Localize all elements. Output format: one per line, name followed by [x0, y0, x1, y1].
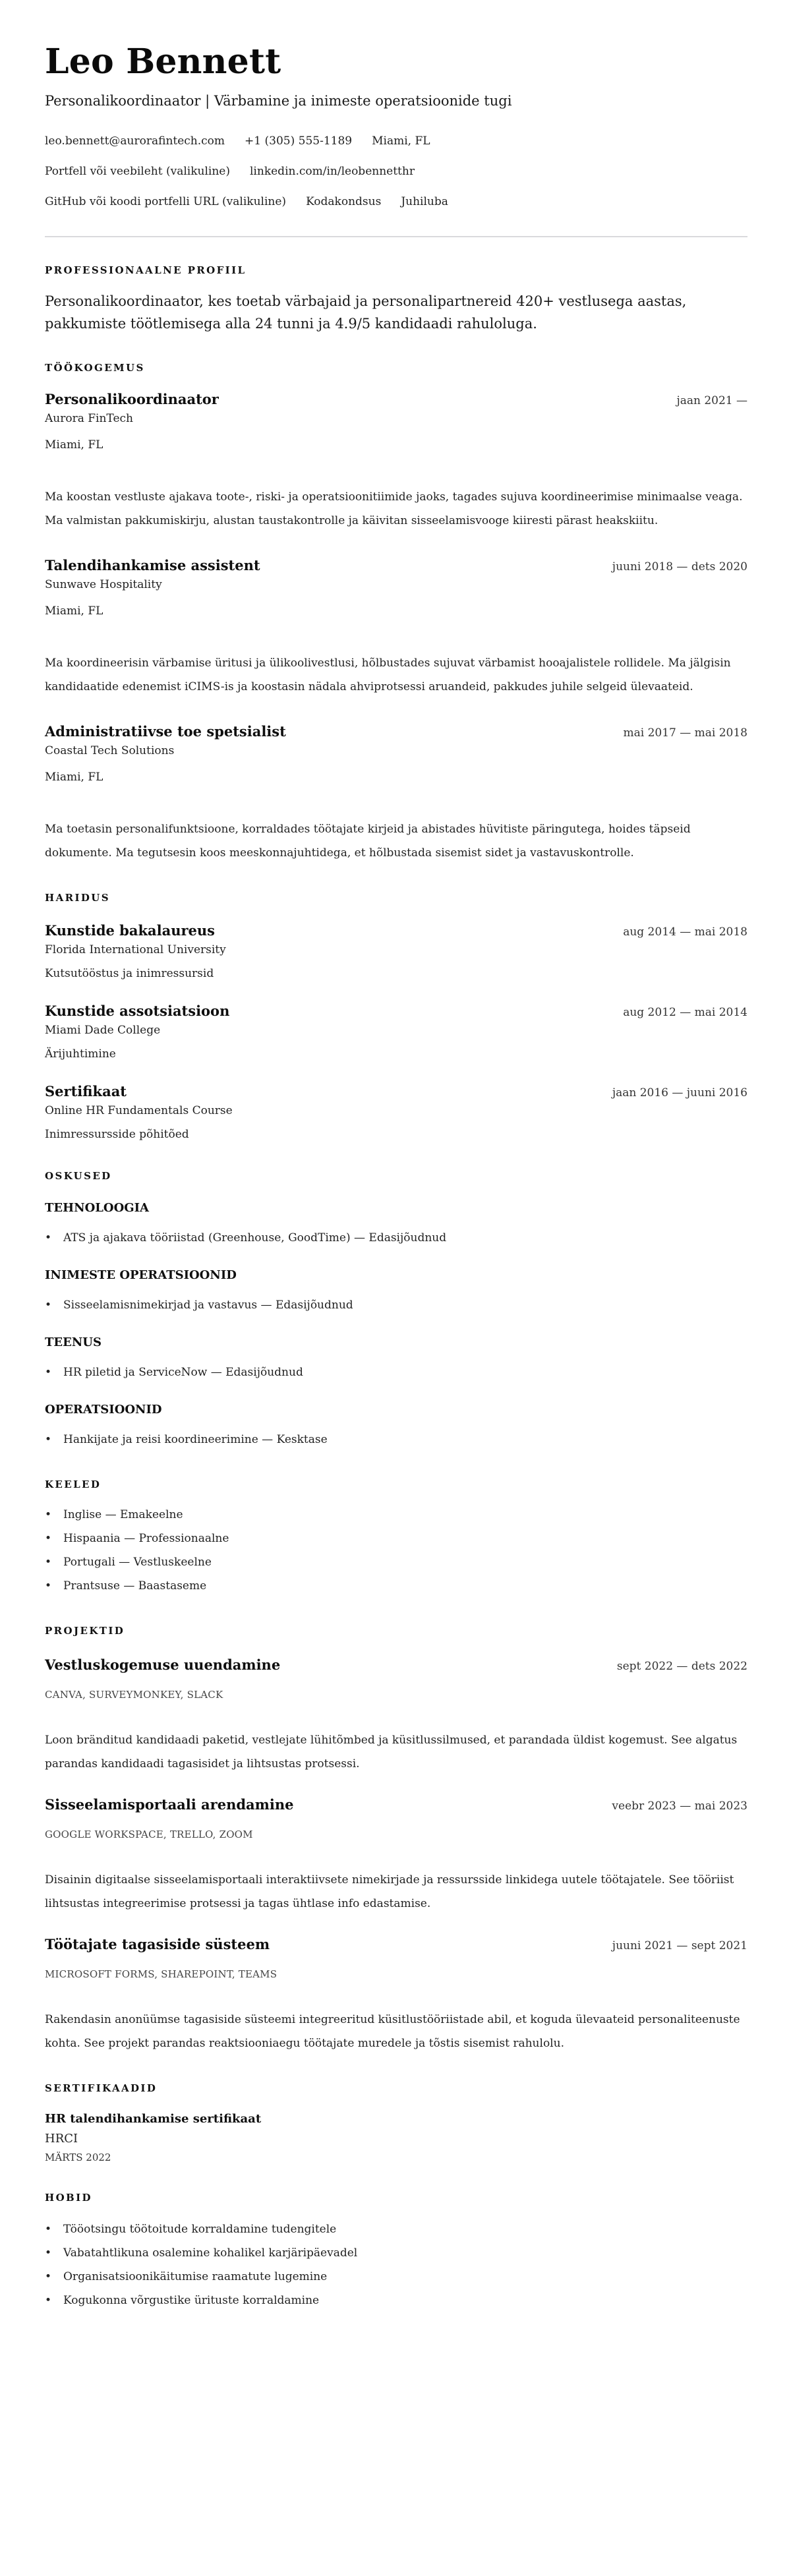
section-title-profile: PROFESSIONAALNE PROFIIL — [45, 264, 247, 276]
contact-github[interactable]: GitHub või koodi portfelli URL (valikuline) — [45, 195, 287, 208]
contact-location: Miami, FL — [372, 134, 430, 148]
project-tech-stack: CANVA, SURVEYMONKEY, SLACK — [45, 1689, 223, 1701]
profile-summary: Personalikoordinaator, kes toetab värbajaid ja personalipartnereid 420+ vestlusega aastas, pakkumiste töötlemisega alla 24 tunni ja 4.9/5 kandidaadi rahuloluga. — [45, 293, 687, 332]
project-entry — [45, 1935, 747, 2055]
project-entry — [45, 1796, 747, 1916]
education-dates: jaan 2016 — juuni 2016 — [612, 1086, 747, 1099]
contact-row-primary — [45, 133, 747, 149]
project-title: Töötajate tagasiside süsteem — [45, 1936, 270, 1952]
job-description: Ma koordineerisin värbamise üritusi ja ülikoolivestlusi, hõlbustades sujuvat värbamist hooajalistele rollidele. Ma jälgisin kandidaatide edenemist iCIMS-is ja koostasin nädala ahviprotsessi aruandeid, pakkudes juhile selgeid ülevaateid. — [45, 657, 731, 693]
section-projects — [45, 1624, 747, 2055]
institution-name: Miami Dade College — [45, 1024, 161, 1037]
certificate-date: MÄRTS 2022 — [45, 2152, 111, 2163]
job-company: Aurora FinTech — [45, 412, 133, 425]
contact-citizenship: Kodakondsus — [306, 195, 382, 208]
field-of-study: Ärijuhtimine — [45, 1047, 116, 1061]
hobby-item: • Organisatsioonikäitumise raamatute lugemine — [45, 2265, 747, 2289]
education-entry — [45, 922, 747, 982]
institution-name: Online HR Fundamentals Course — [45, 1104, 233, 1117]
language-list — [45, 1503, 747, 1598]
language-item: • Inglise — Emakeelne — [45, 1503, 747, 1527]
skill-item: • Hankijate ja reisi koordineerimine — Kesktase — [45, 1428, 747, 1451]
hobby-list — [45, 2217, 747, 2312]
skill-list — [45, 1428, 747, 1451]
project-title: Vestluskogemuse uuendamine — [45, 1656, 281, 1673]
work-entry — [45, 722, 747, 865]
degree-title: Kunstide bakalaureus — [45, 922, 215, 939]
section-title-languages: KEELED — [45, 1478, 102, 1490]
job-dates: juuni 2018 — dets 2020 — [612, 560, 747, 573]
contact-phone[interactable]: +1 (305) 555-1189 — [245, 134, 353, 148]
skill-category: TEENUS — [45, 1335, 102, 1349]
job-description: Ma koostan vestluste ajakava toote-, riski- ja operatsioonitiimide jaoks, tagades sujuva koordineerimise minimaalse veaga. Ma valmistan pakkumiskirju, alustan taustakontrolle ja käivitan sisseelamisvooge kiiresti pärast heakskiitu. — [45, 490, 743, 527]
skill-group — [45, 1267, 747, 1317]
skill-item: • ATS ja ajakava tööriistad (Greenhouse, GoodTime) — Edasijõudnud — [45, 1226, 747, 1250]
certificate-entry — [45, 2111, 747, 2165]
job-location: Miami, FL — [45, 771, 103, 784]
language-item: • Hispaania — Professionaalne — [45, 1527, 747, 1550]
section-skills — [45, 1169, 747, 1451]
section-hobbies — [45, 2191, 747, 2312]
work-entry — [45, 556, 747, 699]
project-description: Rakendasin anonüümse tagasiside süsteemi integreeritud küsitlustööriistade abil, et koguda ülevaateid personaliteenuste kohta. See projekt parandas reaktsiooniaegu töötajate muredele ja tõstis sisemist rahulolu. — [45, 2013, 740, 2050]
education-dates: aug 2014 — mai 2018 — [623, 925, 747, 939]
section-title-education: HARIDUS — [45, 892, 111, 904]
section-title-work: TÖÖKOGEMUS — [45, 362, 145, 374]
skill-list — [45, 1226, 747, 1250]
section-education — [45, 891, 747, 1143]
contact-email[interactable]: leo.bennett@aurorafintech.com — [45, 134, 225, 148]
job-title: Talendihankamise assistent — [45, 557, 260, 573]
skill-group — [45, 1401, 747, 1451]
education-entry — [45, 1082, 747, 1143]
project-description: Disainin digitaalse sisseelamisportaali interaktiivsete nimekirjade ja ressursside linkidega uutele töötajatele. See tööriist lihtsustas integreerimise protsessi ja tagas ühtlase info edastamise. — [45, 1873, 734, 1910]
contact-linkedin[interactable]: linkedin.com/in/leobennetthr — [250, 165, 415, 178]
job-dates: mai 2017 — mai 2018 — [623, 726, 747, 740]
hobby-item: • Vabatahtlikuna osalemine kohalikel karjäripäevadel — [45, 2241, 747, 2265]
language-item: • Prantsuse — Baastaseme — [45, 1574, 747, 1598]
work-entry — [45, 390, 747, 533]
resume-header — [45, 41, 747, 210]
degree-title: Sertifikaat — [45, 1083, 127, 1099]
candidate-headline: Personalikoordinaator | Värbamine ja inimeste operatsioonide tugi — [45, 93, 512, 109]
institution-name: Florida International University — [45, 943, 226, 956]
project-title: Sisseelamisportaali arendamine — [45, 1796, 294, 1813]
job-dates: jaan 2021 — — [676, 394, 747, 407]
field-of-study: Inimressursside põhitõed — [45, 1128, 189, 1141]
contact-row-links — [45, 163, 747, 179]
skill-category: OPERATSIOONID — [45, 1403, 162, 1417]
section-work-experience — [45, 361, 747, 865]
project-entry — [45, 1656, 747, 1776]
skill-list — [45, 1293, 747, 1317]
education-entry — [45, 1002, 747, 1063]
contact-portfolio[interactable]: Portfell või veebileht (valikuline) — [45, 165, 230, 178]
job-title: Administratiivse toe spetsialist — [45, 723, 286, 740]
project-dates: sept 2022 — dets 2022 — [616, 1660, 747, 1673]
skill-group — [45, 1334, 747, 1384]
language-item: • Portugali — Vestluskeelne — [45, 1550, 747, 1574]
degree-title: Kunstide assotsiatsioon — [45, 1003, 230, 1019]
certificate-title: HR talendihankamise sertifikaat — [45, 2112, 262, 2126]
section-title-certificates: SERTIFIKAADID — [45, 2082, 158, 2094]
skill-item: • Sisseelamisnimekirjad ja vastavus — Edasijõudnud — [45, 1293, 747, 1317]
candidate-name: Leo Bennett — [45, 42, 281, 82]
contact-drivers-license: Juhiluba — [401, 195, 448, 208]
section-title-hobbies: HOBID — [45, 2192, 92, 2204]
job-company: Coastal Tech Solutions — [45, 744, 175, 757]
skill-group — [45, 1200, 747, 1250]
project-description: Loon bränditud kandidaadi paketid, vestlejate lühitõmbed ja küsitlussilmused, et parandada üldist kogemust. See algatus parandas kandidaadi tagasisidet ja lihtsustas protsessi. — [45, 1734, 738, 1771]
education-dates: aug 2012 — mai 2014 — [623, 1006, 747, 1019]
project-dates: veebr 2023 — mai 2023 — [612, 1800, 747, 1813]
project-tech-stack: MICROSOFT FORMS, SHAREPOINT, TEAMS — [45, 1968, 278, 1980]
job-location: Miami, FL — [45, 604, 103, 618]
job-description: Ma toetasin personalifunktsioone, korraldades töötajate kirjeid ja abistades hüvitiste päringutega, hoides täpseid dokumente. Ma tegutsesin koos meeskonnajuhtidega, et hõlbustada sisemist sidet ja vastavuskontrolle. — [45, 823, 691, 860]
hobby-item: • Kogukonna võrgustike ürituste korraldamine — [45, 2289, 747, 2312]
section-title-skills: OSKUSED — [45, 1170, 112, 1182]
job-location: Miami, FL — [45, 438, 103, 452]
section-profile — [45, 264, 747, 335]
contact-row-extra — [45, 194, 747, 210]
section-title-projects: PROJEKTID — [45, 1625, 125, 1637]
skill-category: INIMESTE OPERATSIOONID — [45, 1268, 237, 1282]
skill-list — [45, 1361, 747, 1384]
job-title: Personalikoordinaator — [45, 391, 219, 407]
project-tech-stack: GOOGLE WORKSPACE, TRELLO, ZOOM — [45, 1829, 253, 1840]
job-company: Sunwave Hospitality — [45, 578, 162, 591]
section-languages — [45, 1478, 747, 1598]
field-of-study: Kutsutööstus ja inimressursid — [45, 967, 214, 980]
section-certificates — [45, 2082, 747, 2165]
header-divider — [45, 236, 747, 237]
project-dates: juuni 2021 — sept 2021 — [612, 1939, 747, 1952]
skill-category: TEHNOLOOGIA — [45, 1201, 150, 1215]
hobby-item: • Tööotsingu töötoitude korraldamine tudengitele — [45, 2217, 747, 2241]
skill-item: • HR piletid ja ServiceNow — Edasijõudnud — [45, 1361, 747, 1384]
certificate-issuer: HRCI — [45, 2132, 78, 2146]
